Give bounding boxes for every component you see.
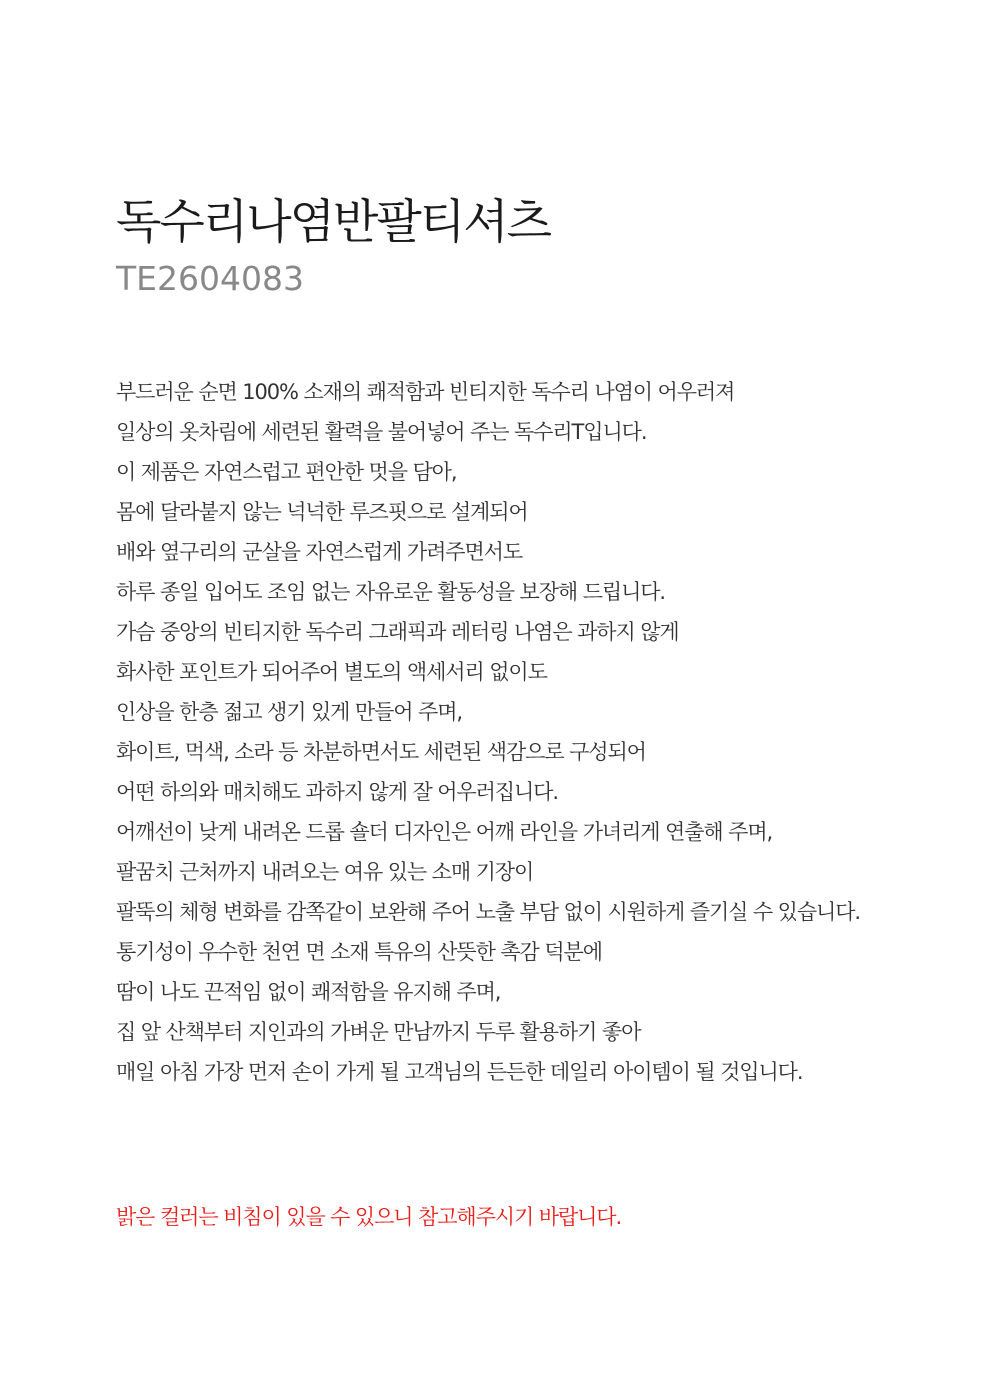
description-line: 땀이 나도 끈적임 없이 쾌적함을 유지해 주며, (116, 980, 501, 1004)
description-line: 매일 아침 가장 먼저 손이 가게 될 고객님의 든든한 데일리 아이템이 될 것입니다. (116, 1060, 803, 1084)
description-line: 몸에 달라붙지 않는 넉넉한 루즈핏으로 설계되어 (116, 500, 528, 524)
product-detail-page (116, 0, 986, 1395)
description-line: 팔꿈치 근처까지 내려오는 여유 있는 소매 기장이 (116, 860, 534, 884)
description-line: 통기성이 우수한 천연 면 소재 특유의 산뜻한 촉감 덕분에 (116, 940, 602, 964)
description-line: 인상을 한층 젊고 생기 있게 만들어 주며, (116, 700, 463, 724)
description-line: 화사한 포인트가 되어주어 별도의 액세서리 없이도 (116, 660, 547, 684)
product-description (116, 372, 860, 1092)
product-title: 독수리나염반팔티셔츠 (116, 195, 551, 250)
description-line: 하루 종일 입어도 조임 없는 자유로운 활동성을 보장해 드립니다. (116, 580, 666, 604)
description-line: 어깨선이 낮게 내려온 드롭 숄더 디자인은 어깨 라인을 가녀리게 연출해 주며, (116, 820, 773, 844)
description-line: 집 앞 산책부터 지인과의 가벼운 만남까지 두루 활용하기 좋아 (116, 1020, 641, 1044)
description-line: 어떤 하의와 매치해도 과하지 않게 잘 어우러집니다. (116, 780, 558, 804)
description-line: 배와 옆구리의 군살을 자연스럽게 가려주면서도 (116, 540, 523, 564)
description-line: 부드러운 순면 100% 소재의 쾌적함과 빈티지한 독수리 나염이 어우러져 (116, 380, 735, 404)
description-line: 일상의 옷차림에 세련된 활력을 불어넣어 주는 독수리T입니다. (116, 420, 647, 444)
product-code: TE2604083 (116, 259, 304, 298)
description-line: 이 제품은 자연스럽고 편안한 멋을 담아, (116, 460, 457, 484)
color-notice: 밝은 컬러는 비침이 있을 수 있으니 참고해주시기 바랍니다. (116, 1205, 622, 1229)
description-line: 가슴 중앙의 빈티지한 독수리 그래픽과 레터링 나염은 과하지 않게 (116, 620, 679, 644)
description-line: 화이트, 먹색, 소라 등 차분하면서도 세련된 색감으로 구성되어 (116, 740, 646, 764)
description-line: 팔뚝의 체형 변화를 감쪽같이 보완해 주어 노출 부담 없이 시원하게 즐기실 수 있습니다. (116, 900, 860, 924)
